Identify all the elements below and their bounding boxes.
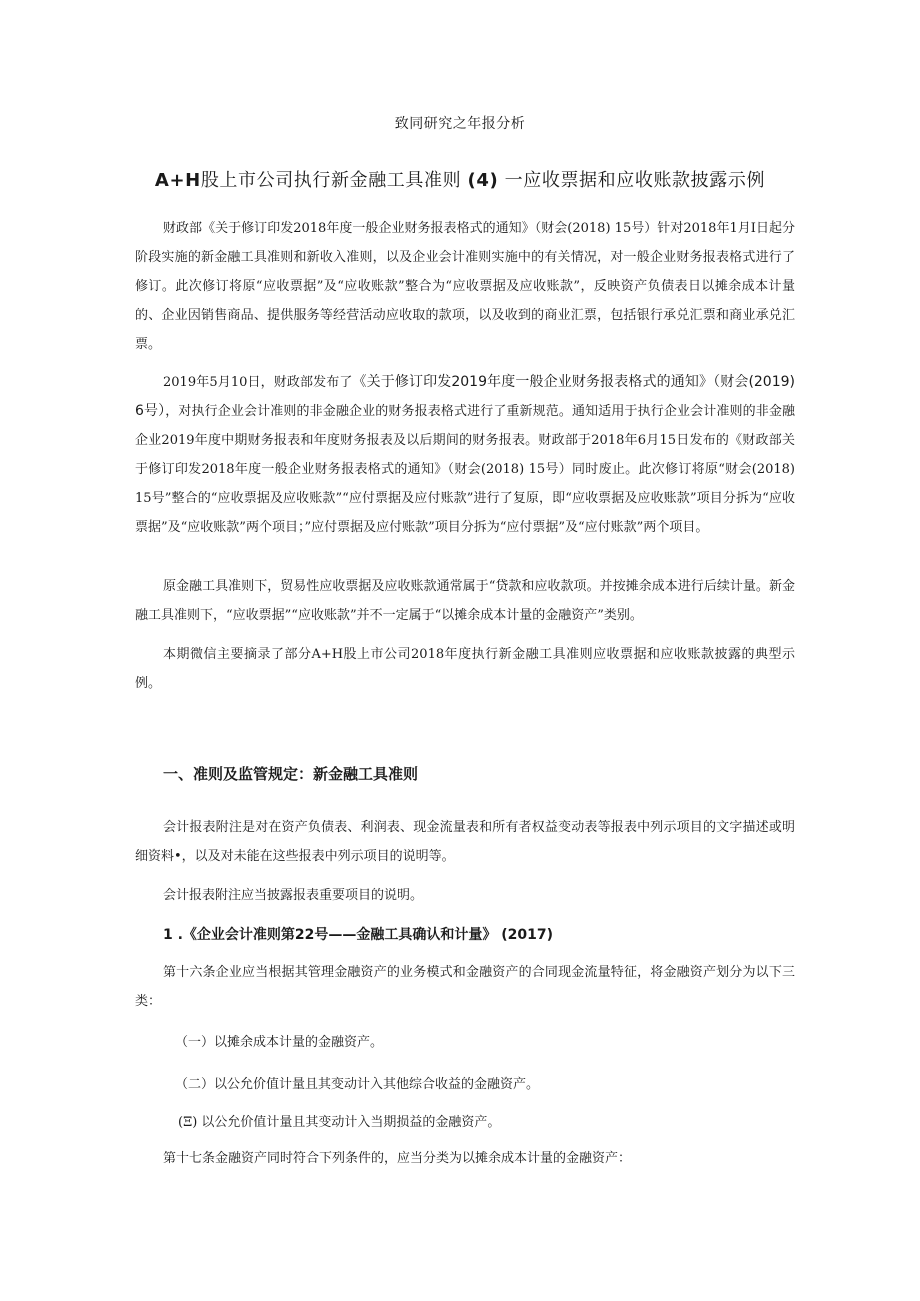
- paragraph-notes-disclosure: 会计报表附注应当披露报表重要项目的说明。: [163, 888, 424, 903]
- paragraph-summary: 本期微信主要摘录了部分A+H股上市公司2018年度执行新金融工具准则应收票据和应收账款披露的典型示例。: [135, 647, 795, 691]
- subsection-heading: 1 .《企业会计准则第22号——金融工具确认和计量》 (2017): [163, 927, 554, 943]
- title-prefix: A+H: [154, 170, 201, 191]
- title-number: (4): [467, 170, 499, 191]
- paragraph-2019-body: ，对执行企业会计准则的非金融企业的财务报表格式进行了重新规范。通知适用于执行企业会计准则的非金融企业2019年度中期财务报表和年度财务报表及以后期间的财务报表。财政部于2018年6月15日发布的《财政部关于修订印发2018年度一般企业财务报表格式的通知》（财会(2018) 15号）同时废止。此次修订将原“财会(2018) 15号”整合的“应收票据及应收账款”“应付票据及应付账款”进行了复原，即“应收票据及应收账款”项目分拆为“应收票据”及“应收账款”两个项目；”应付票据及应付账款”项目分拆为“应付票据”及“应付账款”两个项目。: [135, 404, 795, 535]
- list-item: (Ξ) 以公允价值计量且其变动计入当期损益的金融资产。: [178, 1115, 501, 1130]
- paragraph-article-16: 第十六条企业应当根据其管理金融资产的业务模式和金融资产的合同现金流量特征，将金融资产划分为以下三类：: [135, 965, 795, 1009]
- paragraph-notes-definition: 会计报表附注是对在资产负债表、利润表、现金流量表和所有者权益变动表等报表中列示项目的文字描述或明细资料•，以及对未能在这些报表中列示项目的说明等。: [135, 820, 795, 864]
- paragraph-article-17: 第十七条金融资产同时符合下列条件的，应当分类为以摊余成本计量的金融资产：: [163, 1151, 632, 1166]
- paragraph-old-standard: 原金融工具准则下，贸易性应收票据及应收账款通常属于“贷款和应收款项。并按摊余成本进行后续计量。新金融工具准则下，“应收票据”“应收账款”并不一定属于“以摊余成本计量的金融资产”类别。: [135, 579, 795, 623]
- title-suffix: 一应收票据和应收账款披露示例: [504, 170, 766, 191]
- title-main: 股上市公司执行新金融工具准则: [200, 170, 462, 191]
- page-header: 致同研究之年报分析: [394, 116, 526, 132]
- paragraph-2019-date: 2019年5月10日，财政部发布了: [163, 375, 353, 390]
- list-item: （一）以摊余成本计量的金融资产。: [175, 1035, 384, 1050]
- list-item: （二）以公允价值计量且其变动计入其他综合收益的金融资产。: [175, 1077, 540, 1092]
- section-heading: 一、准则及监管规定：新金融工具准则: [163, 765, 419, 783]
- document-title: [0, 166, 920, 192]
- paragraph-2019-notice: [135, 368, 795, 542]
- paragraph-intro: 财政部《关于修订印发2018年度一般企业财务报表格式的通知》（财会(2018) 15号）针对2018年1月I日起分阶段实施的新金融工具准则和新收入准则，以及企业会计准则实施中的有关情况，对一般企业财务报表格式进行了修订。此次修订将原“应收票据”及“应收账款”整合为“应收票据及应收账款”，反映资产负债表日以摊余成本计量的、企业因销售商品、提供服务等经营活动应收取的款项，以及收到的商业汇票，包括银行承兑汇票和商业承兑汇票。: [135, 221, 795, 352]
- paragraph-2019-notice-title: 《关于修订印发2019年度一般企业财务报表格式的通知》（财会(2019) 6号）: [135, 374, 795, 419]
